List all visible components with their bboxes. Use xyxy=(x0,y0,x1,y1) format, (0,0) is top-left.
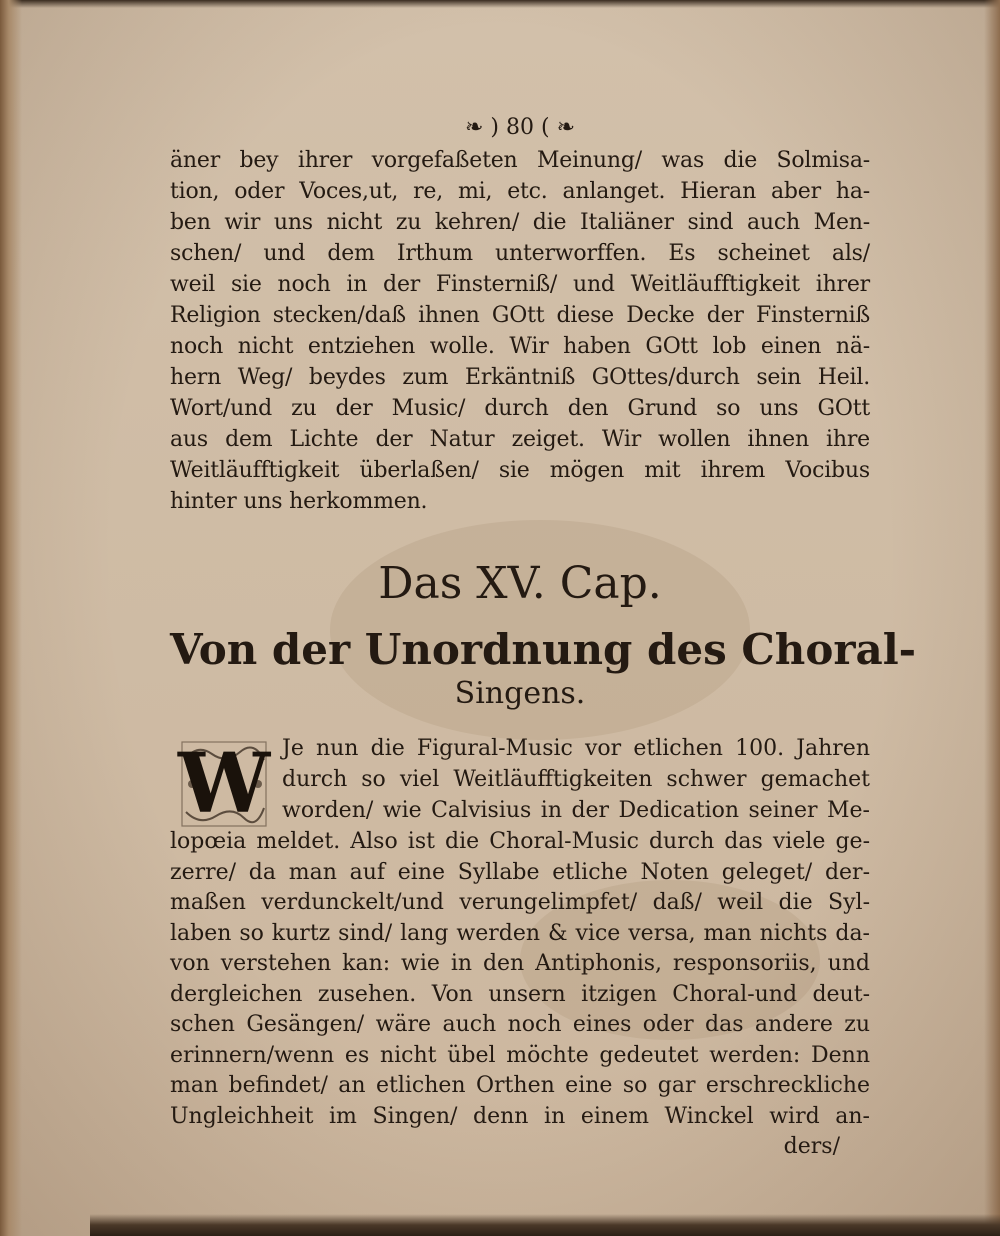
page-top-edge xyxy=(0,0,1000,8)
text-line: man befindet/ an etlichen Orthen eine so gar erschreckliche xyxy=(170,1073,870,1098)
chapter-number: Das XV. Cap. xyxy=(378,558,662,609)
text-line: dergleichen zusehen. Von unsern itzigen Choral-und deut- xyxy=(170,981,870,1007)
text-line: laben so kurtz sind/ lang werden & vice versa, man nichts da- xyxy=(170,920,870,946)
page-bottom-edge xyxy=(90,1214,1000,1236)
page-left-edge xyxy=(0,0,22,1236)
text-line: aus dem Lichte der Natur zeiget. Wir wollen ihnen ihre xyxy=(170,427,870,452)
text-line: Weitläufftigkeit überlaßen/ sie mögen mit ihrem Vocibus xyxy=(170,458,870,483)
text-line: durch so viel Weitläufftigkeiten schwer gemachet xyxy=(282,767,870,792)
text-line: Ungleichheit im Singen/ denn in einem Winckel wird an- xyxy=(170,1103,870,1129)
text-line: Religion stecken/daß ihnen GOtt diese Decke der Finsterniß xyxy=(170,303,870,328)
text-line: schen/ und dem Irthum unterworffen. Es scheinet als/ xyxy=(170,241,870,266)
text-line: lopœia meldet. Also ist die Choral-Music durch das viele ge- xyxy=(170,829,870,854)
text-line: schen Gesängen/ wäre auch noch eines oder das andere zu xyxy=(170,1012,870,1037)
text-line: noch nicht entziehen wolle. Wir haben GOtt lob einen nä- xyxy=(170,334,870,359)
text-line: hern Weg/ beydes zum Erkäntniß GOttes/durch sein Heil. xyxy=(170,365,870,390)
dropcap-letter: W xyxy=(178,736,271,832)
page-right-edge xyxy=(984,0,1000,1236)
text-block-top xyxy=(170,146,870,518)
text-line: Je nun die Figural-Music vor etlichen 100. Jahren xyxy=(282,736,870,761)
chapter-title: Von der Unordnung des Choral- xyxy=(170,625,917,674)
text-line: von verstehen kan: wie in den Antiphonis, responsoriis, und xyxy=(170,951,870,976)
text-line: maßen verdunckelt/und verungelimpfet/ daß/ weil die Syl- xyxy=(170,890,870,915)
text-line: worden/ wie Calvisius in der Dedication seiner Me- xyxy=(282,798,870,823)
text-line: ben wir uns nicht zu kehren/ die Italiäner sind auch Men- xyxy=(170,210,870,235)
text-line: äner bey ihrer vorgefaßeten Meinung/ was die Solmisa- xyxy=(170,148,870,173)
catchword: ders/ xyxy=(783,1134,840,1159)
chapter-title-continued: Singens. xyxy=(454,676,586,711)
text-line: erinnern/wenn es nicht übel möchte gedeutet werden: Denn xyxy=(170,1042,870,1068)
text-line: tion, oder Voces,ut, re, mi, etc. anlanget. Hieran aber ha- xyxy=(170,179,870,204)
page-number-header: ❧ ) 80 ( ❧ xyxy=(465,115,575,140)
text-line: weil sie noch in der Finsterniß/ und Weitläufftigkeit ihrer xyxy=(170,272,870,297)
text-line: zerre/ da man auf eine Syllabe etliche Noten geleget/ der- xyxy=(170,859,870,885)
dropcap-ornament xyxy=(178,738,270,830)
text-line: hinter uns herkommen. xyxy=(170,489,428,514)
text-line: Wort/und zu der Music/ durch den Grund so uns GOtt xyxy=(170,396,870,421)
